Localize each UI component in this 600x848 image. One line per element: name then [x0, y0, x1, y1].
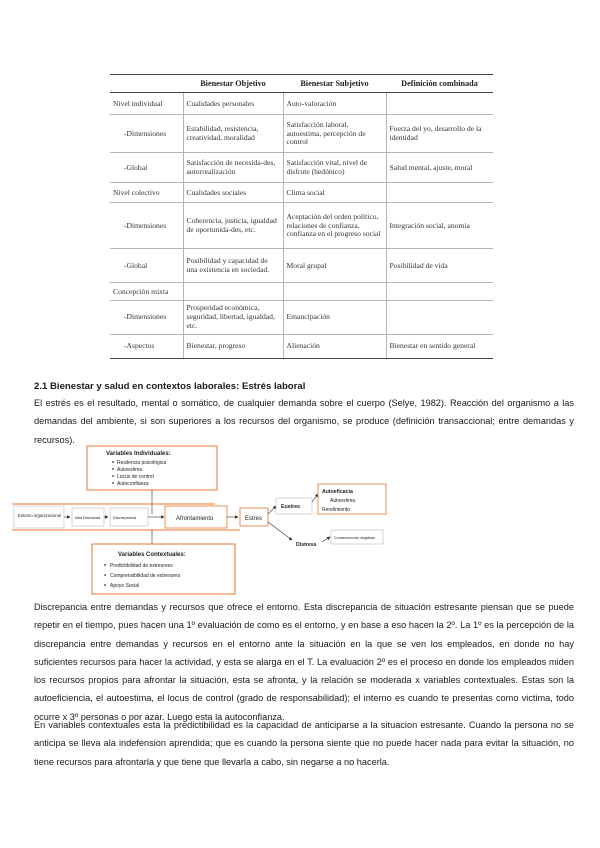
row-label: Nivel individual	[110, 93, 183, 115]
table-row	[110, 301, 493, 334]
distress-label: Distress	[296, 542, 317, 548]
diagram-canvas	[0, 444, 390, 596]
cell-subjetivo: Satisfacción vital, nivel de disfrute (hedónico)	[283, 153, 386, 183]
table-header-row	[110, 75, 493, 93]
cell-objetivo: Satisfacción de necesida-des, autorrealización	[183, 153, 283, 183]
row-label: -Aspectos	[110, 334, 183, 358]
paragraph-contextual-variables: En variables contextuales esta la predictibilidad es la capacidad de anticiparse a la situacion estresante. Cuando la persona no se anticipa se lleva ala indefension aprendida; que es cuando la persona siente que no puede hacer nada para evitar la situación, no tiene recursos para afrontarla y que tiene que llevarla a cabo, sin negarse a no hacerla.	[34, 720, 574, 767]
table-row	[110, 115, 493, 153]
cell-combinada	[386, 301, 493, 334]
cell-objetivo: Cualidades sociales	[183, 183, 283, 203]
table-row	[110, 183, 493, 203]
cell-objetivo: Prosperidad económica, seguridad, libertad, igualdad, etc.	[183, 301, 283, 334]
cell-objetivo: Bienestar, progreso	[183, 334, 283, 358]
cell-combinada	[386, 183, 493, 203]
row-label: -Global	[110, 153, 183, 183]
table-header-cell: Bienestar Objetivo	[183, 75, 283, 93]
outcome-label: Autoestima	[330, 498, 356, 504]
cell-combinada: Posibilidad de vida	[386, 249, 493, 283]
arrow-line	[268, 522, 292, 540]
table-header-cell: Definición combinada	[386, 75, 493, 93]
cell-objetivo	[183, 283, 283, 301]
section-heading: 2.1 Bienestar y salud en contextos laborales: Estrés laboral	[34, 381, 306, 392]
cell-subjetivo: Moral grupal	[283, 249, 386, 283]
wellbeing-table-container	[110, 74, 493, 359]
cell-objetivo: Estabilidad, resistencia, creatividad, moralidad	[183, 115, 283, 153]
cell-objetivo: Cualidades personales	[183, 93, 283, 115]
table-header-cell	[110, 75, 183, 93]
arrow-line	[322, 537, 330, 542]
bullet-icon	[112, 475, 114, 477]
row-label: -Dimensiones	[110, 301, 183, 334]
cell-subjetivo: Aceptación del orden político, relaciones de confianza, confianza en el progreso social	[283, 203, 386, 249]
cell-subjetivo: Clima social	[283, 183, 386, 203]
cell-combinada	[386, 283, 493, 301]
contextual-variable-item: Predictibilidad de estresores	[110, 563, 173, 569]
bullet-icon	[112, 482, 114, 484]
bullet-icon	[104, 564, 106, 566]
cell-subjetivo: Emancipación	[283, 301, 386, 334]
table-row	[110, 93, 493, 115]
stress-model-diagram	[0, 444, 390, 596]
paragraph-stress-definition: El estrés es el resultado, mental o somático, de cualquier demanda sobre el cuerpo (Selye, 1982). Reacción del organismo a las demandas del ambiente, si son superiores a los recursos del organismo, se produce (definición transaccional; entre demandas y recursos).	[34, 398, 574, 445]
paragraph-discrepancy: Discrepancia entre demandas y recursos que ofrece el entorno. Esta discrepancia de situación estresante piensan que se puede repetir en el tiempo, pues hacen una 1º evaluación de como es el entorno, y en base a eso hacen la 2º. La 1º es la percepción de la discrepancia entre demandas y recursos en el entorno ante la situación en la que se ven los empleados, en donde no hay suficientes recursos para hacer la actividad, y esta se alarga en el T. La evaluación 2º es el proceso en donde los empleados miden los recursos propios para afrontar la situación, esta se afronta, y la relación se moderada x variables contextuales. Estas son la autoeficiencia, el autoestima, el locus de control (grado de responsabilidad); el interno es cuando te presentas como victima, todo ocurre x 3º personas o por azar. Luego esta la autoconfianza.	[34, 602, 574, 722]
outcome-label: Rendimiento	[322, 507, 351, 513]
bullet-icon	[112, 468, 114, 470]
row-label: -Dimensiones	[110, 115, 183, 153]
individual-variables-title: Variables Individuales:	[106, 451, 171, 457]
table-row	[110, 334, 493, 358]
table-row	[110, 153, 493, 183]
discrepancy-label: Discrepancia	[113, 515, 137, 520]
cell-combinada	[386, 93, 493, 115]
arrow-line	[312, 494, 318, 502]
stress-label: Estres	[245, 516, 263, 522]
individual-variable-item: Locus de control	[117, 474, 154, 480]
table-row	[110, 249, 493, 283]
individual-variable-item: Autoconfianza	[117, 481, 149, 487]
coping-label: Afrontamiento	[176, 516, 214, 522]
cell-combinada: Bienestar en sentido general	[386, 334, 493, 358]
individual-variable-item: Autoestima	[117, 467, 143, 473]
bullet-icon	[104, 584, 106, 586]
individual-variable-item: Resilencia psicológica	[117, 460, 167, 466]
contextual-variables-title: Variables Contextuales:	[118, 552, 186, 558]
contextual-variable-item: Apoyo Social	[110, 583, 140, 589]
eustress-label: Eustres	[281, 504, 301, 510]
bullet-icon	[112, 461, 114, 463]
bullet-icon	[104, 574, 106, 576]
cell-subjetivo: Alienación	[283, 334, 386, 358]
row-label: Nivel colectivo	[110, 183, 183, 203]
table-row	[110, 203, 493, 249]
cell-combinada: Salud mental, ajuste, moral	[386, 153, 493, 183]
row-label: Concepción mixta	[110, 283, 183, 301]
demands-label: Alta Demanda	[75, 515, 101, 520]
negative-outcomes-label: Consecuencias negativas	[334, 536, 375, 540]
cell-subjetivo: Auto-valoración	[283, 93, 386, 115]
table-row	[110, 283, 493, 301]
arrow-line	[268, 506, 276, 514]
table-header-cell: Bienestar Subjetivo	[283, 75, 386, 93]
environment-label: Entorno organizacional	[18, 513, 61, 518]
cell-combinada: Integración social, anomia	[386, 203, 493, 249]
wellbeing-table	[110, 74, 493, 359]
cell-combinada: Fuerza del yo, desarrollo de la identidad	[386, 115, 493, 153]
contextual-variable-item: Comprensibilidad de estresores	[110, 573, 181, 579]
cell-subjetivo: Satisfacción laboral, autoestima, percepción de control	[283, 115, 386, 153]
cell-objetivo: Posibilidad y capacidad de una existencia en sociedad.	[183, 249, 283, 283]
outcome-label: Autoeficacia	[322, 489, 353, 495]
cell-objetivo: Coherencia, justicia, igualdad de oportunida-des, etc.	[183, 203, 283, 249]
row-label: -Global	[110, 249, 183, 283]
row-label: -Dimensiones	[110, 203, 183, 249]
cell-subjetivo	[283, 283, 386, 301]
